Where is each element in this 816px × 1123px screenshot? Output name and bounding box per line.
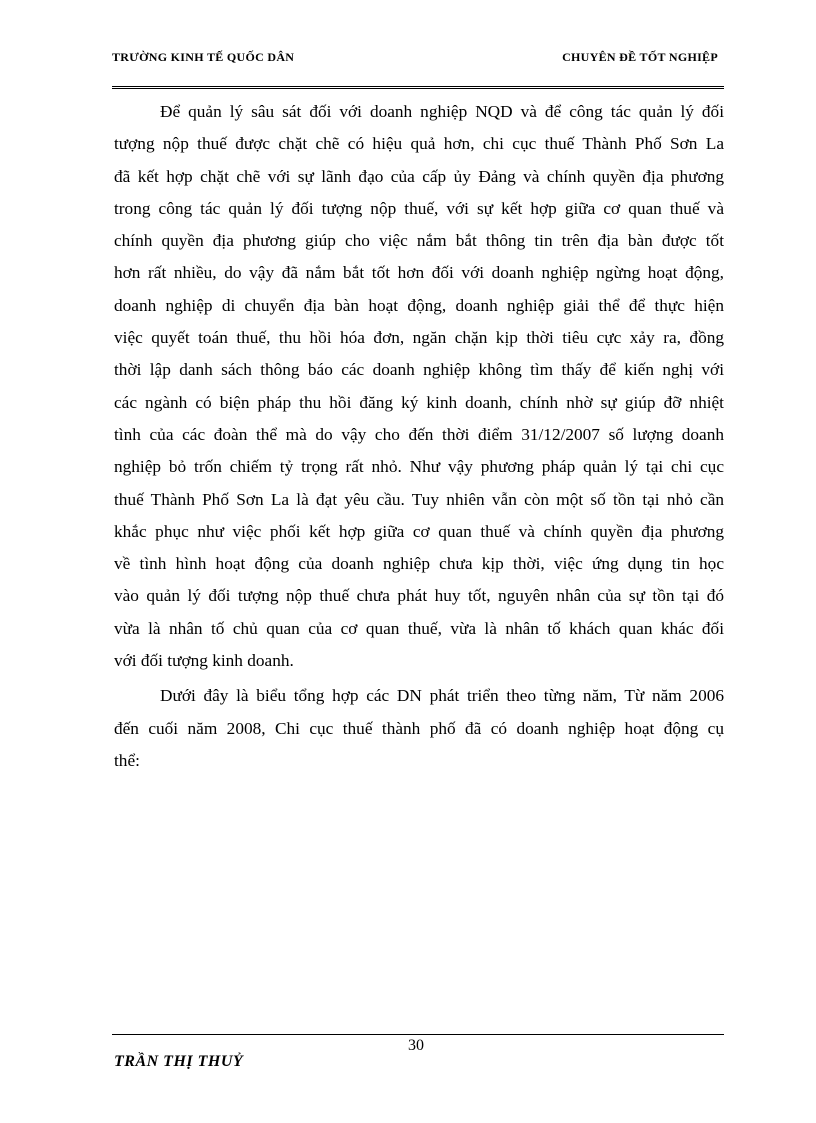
paragraph [114, 680, 724, 777]
text-line: thời lập danh sách thông báo các doanh nghiệp không tìm thấy để kiến nghị với [114, 360, 724, 380]
text-line: đã kết hợp chặt chẽ với sự lãnh đạo của cấp ủy Đảng và chính quyền địa phương [114, 166, 724, 186]
text-line: vào quản lý đối tượng nộp thuế chưa phát huy tốt, nguyên nhân của sự tồn tại đó [114, 586, 724, 606]
text-line: nghiệp bỏ trốn chiếm tỷ trọng rất nhỏ. Như vậy phương pháp quản lý tại chi cục [114, 457, 724, 477]
footer-author: TRẦN THỊ THUỶ [114, 1053, 244, 1070]
text-line: chính quyền địa phương giúp cho việc nắm bắt thông tin trên địa bàn được tốt [114, 231, 724, 251]
text-line: việc quyết toán thuế, thu hồi hóa đơn, ngăn chặn kịp thời tiêu cực xảy ra, đồng [114, 328, 724, 348]
text-line: Để quản lý sâu sát đối với doanh nghiệp NQD và để công tác quản lý đối [160, 102, 724, 121]
text-line: thuế Thành Phố Sơn La là đạt yêu cầu. Tuy nhiên vẫn còn một số tồn tại nhỏ cần [114, 489, 724, 509]
text-line: các ngành có biện pháp thu hồi đăng ký kinh doanh, chính nhờ sự giúp đỡ nhiệt [114, 392, 724, 412]
text-line: thể: [114, 750, 140, 770]
text-line: về tình hình hoạt động của doanh nghiệp chưa kịp thời, việc ứng dụng tin học [114, 554, 724, 574]
header-divider [112, 86, 724, 89]
text-line: doanh nghiệp di chuyển địa bàn hoạt động, doanh nghiệp giải thể để thực hiện [114, 295, 724, 315]
text-line: tượng nộp thuế được chặt chẽ có hiệu quả hơn, chi cục thuế Thành Phố Sơn La [114, 134, 724, 154]
page-header [112, 50, 722, 70]
footer-divider [112, 1034, 724, 1035]
text-line: Dưới đây là biểu tổng hợp các DN phát triển theo từng năm, Từ năm 2006 [160, 686, 724, 706]
text-line: tình của các đoàn thể mà do vậy cho đến thời điểm 31/12/2007 số lượng doanh [114, 424, 724, 444]
paragraph [114, 96, 724, 677]
text-line: vừa là nhân tố chủ quan của cơ quan thuế, vừa là nhân tố khách quan khác đối [114, 618, 724, 638]
header-document-type: CHUYÊN ĐỀ TỐT NGHIỆP [562, 50, 718, 64]
header-school-name: TRƯỜNG KINH TẾ QUỐC DÂN [112, 50, 295, 64]
text-line: hơn rất nhiều, do vậy đã nắm bắt tốt hơn đối với doanh nghiệp ngừng hoạt động, [114, 263, 724, 283]
text-line: với đối tượng kinh doanh. [114, 651, 294, 671]
page-number: 30 [408, 1037, 424, 1054]
document-body [114, 96, 724, 777]
text-line: khắc phục như việc phối kết hợp giữa cơ quan thuế và chính quyền địa phương [114, 521, 724, 541]
text-line: trong công tác quản lý đối tượng nộp thuế, với sự kết hợp giữa cơ quan thuế và [114, 198, 724, 218]
text-line: đến cuối năm 2008, Chi cục thuế thành phố đã có doanh nghiệp hoạt động cụ [114, 718, 724, 738]
